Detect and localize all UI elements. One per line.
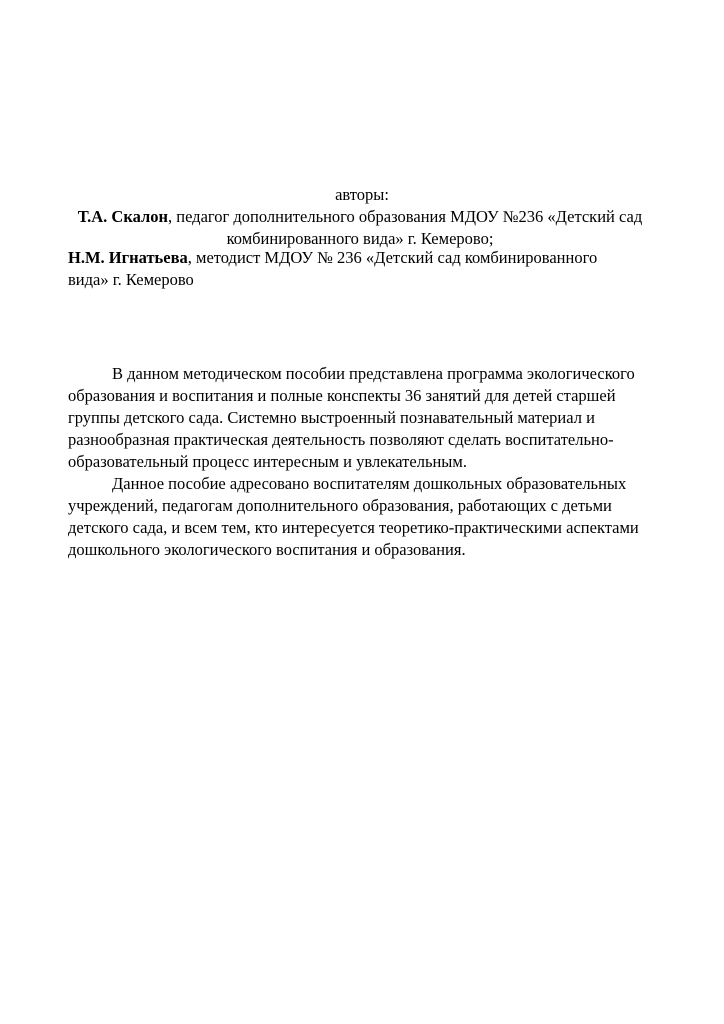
abstract-paragraph: В данном методическом пособии представлена программа экологического образования и воспитания и полные конспекты 36 занятий для детей старшей группы детского сада. Системно выстроенный познавательный материал и разнообразная практическая деятельность позволяют сделать воспитательно-образовательный процесс интересным и увлекательным.: [68, 364, 635, 471]
author-name: Н.М. Игнатьева: [68, 248, 188, 267]
author-entry-skalon: [60, 206, 660, 250]
abstract-paragraph: Данное пособие адресовано воспитателям дошкольных образовательных учреждений, педагогам дополнительного образования, работающих с детьми детского сада, и всем тем, кто интересуется теоретико-практическими аспектами дошкольного экологического воспитания и образования.: [68, 474, 639, 559]
author-entry-ignatyeva: [68, 247, 638, 291]
authors-heading: авторы:: [335, 185, 389, 204]
author-name: Т.А. Скалон: [77, 207, 168, 226]
author-description: , педагог дополнительного образования МДОУ №236 «Детский сад комбинированного вида» г. Кемерово;: [168, 207, 643, 248]
abstract-text: [68, 363, 648, 561]
author-description: , методист МДОУ № 236 «Детский сад комбинированного вида» г. Кемерово: [68, 248, 598, 289]
